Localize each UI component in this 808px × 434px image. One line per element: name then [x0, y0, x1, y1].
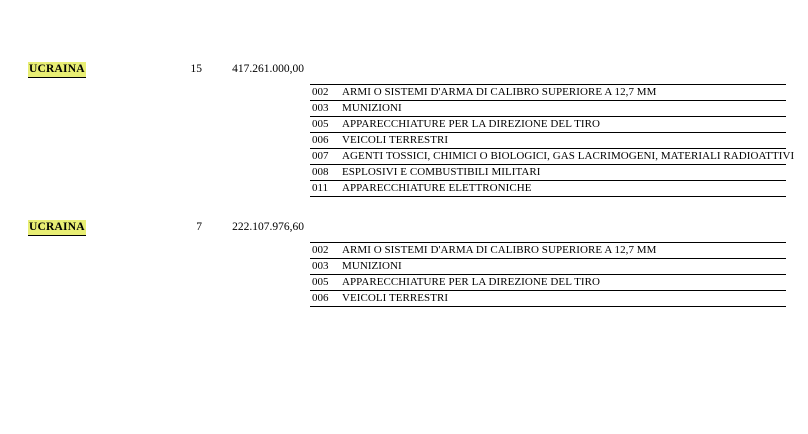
category-code: 008 [312, 166, 329, 178]
list-item [310, 133, 786, 149]
country-block [0, 220, 808, 304]
list-item [310, 85, 786, 101]
category-label: ARMI O SISTEMI D'ARMA DI CALIBRO SUPERIORE A 12,7 MM [342, 86, 657, 98]
list-item [310, 117, 786, 133]
category-code: 006 [312, 292, 329, 304]
category-code: 007 [312, 150, 329, 162]
category-code: 003 [312, 102, 329, 114]
list-item [310, 149, 795, 165]
category-code: 006 [312, 134, 329, 146]
list-item [310, 259, 786, 275]
category-label: MUNIZIONI [342, 102, 402, 114]
category-code: 005 [312, 276, 329, 288]
category-list [310, 242, 786, 307]
list-item [310, 181, 786, 197]
category-label: ARMI O SISTEMI D'ARMA DI CALIBRO SUPERIORE A 12,7 MM [342, 244, 657, 256]
country-name: UCRAINA [28, 62, 86, 78]
list-item [310, 275, 786, 291]
list-item [310, 291, 786, 307]
license-count: 15 [190, 63, 202, 75]
license-count: 7 [196, 221, 202, 233]
category-label: VEICOLI TERRESTRI [342, 134, 449, 146]
category-code: 005 [312, 118, 329, 130]
total-amount: 417.261.000,00 [232, 63, 304, 75]
category-code: 002 [312, 86, 329, 98]
list-item [310, 243, 786, 259]
category-label: VEICOLI TERRESTRI [342, 292, 449, 304]
country-block [0, 62, 808, 194]
country-summary-row [0, 220, 808, 238]
category-label: MUNIZIONI [342, 260, 402, 272]
category-label: AGENTI TOSSICI, CHIMICI O BIOLOGICI, GAS LACRIMOGENI, MATERIALI RADIOATTIVI [342, 150, 795, 162]
category-code: 003 [312, 260, 329, 272]
category-label: APPARECCHIATURE PER LA DIREZIONE DEL TIRO [342, 276, 601, 288]
category-label: ESPLOSIVI E COMBUSTIBILI MILITARI [342, 166, 541, 178]
list-item [310, 165, 786, 181]
list-item [310, 101, 786, 117]
total-amount: 222.107.976,60 [232, 221, 304, 233]
country-name: UCRAINA [28, 220, 86, 236]
category-label: APPARECCHIATURE ELETTRONICHE [342, 182, 532, 194]
category-list [310, 84, 795, 197]
category-code: 011 [312, 182, 329, 194]
category-code: 002 [312, 244, 329, 256]
category-label: APPARECCHIATURE PER LA DIREZIONE DEL TIRO [342, 118, 601, 130]
country-summary-row [0, 62, 808, 80]
